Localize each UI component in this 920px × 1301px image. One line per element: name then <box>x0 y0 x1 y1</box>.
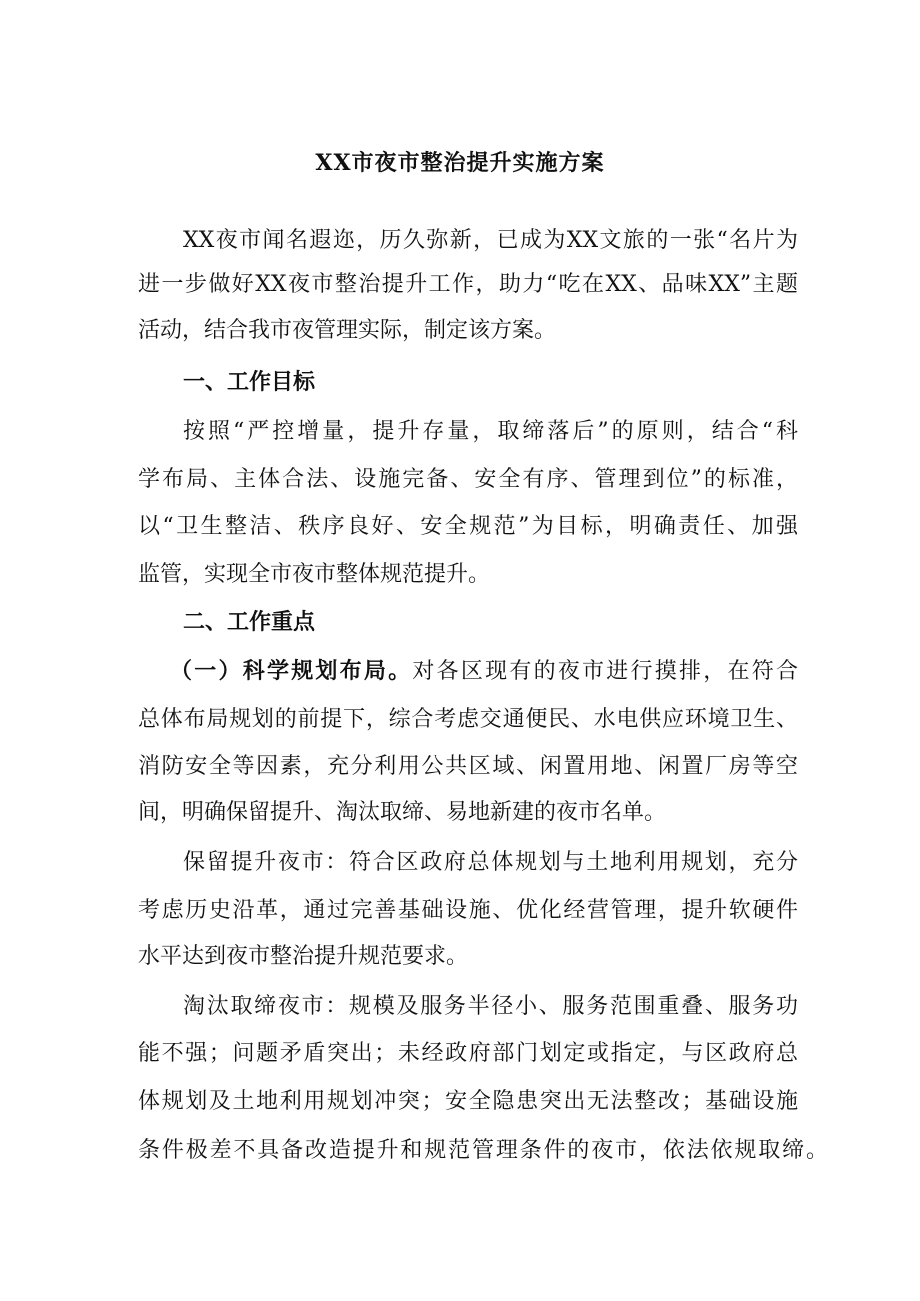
item1-label: （一）科学规划布局。 <box>170 658 413 684</box>
section1-line-4: 监管，实现全市夜市整体规范提升。 <box>138 562 491 587</box>
section1-line-3: 以“卫生整洁、秩序良好、安全规范”为目标，明确责任、加强 <box>138 514 798 539</box>
eliminate-line-4: 条件极差不具备改造提升和规范管理条件的夜市，依法依规取缔。 <box>138 1138 828 1163</box>
item1-line-1 <box>170 656 798 687</box>
section2-heading: 二、工作重点 <box>183 609 316 635</box>
eliminate-line-1: 淘汰取缔夜市：规模及服务半径小、服务范围重叠、服务功 <box>183 994 798 1019</box>
section1-line-2: 学布局、主体合法、设施完备、安全有序、管理到位”的标准， <box>138 467 798 492</box>
item1-line-4: 间，明确保留提升、淘汰取缔、易地新建的夜市名单。 <box>138 800 667 825</box>
section1-line-1: 按照“严控增量，提升存量，取缔落后”的原则，结合“科 <box>183 419 798 444</box>
eliminate-line-3: 体规划及土地利用规划冲突；安全隐患突出无法整改；基础设施 <box>138 1089 798 1114</box>
eliminate-line-2: 能不强；问题矛盾突出；未经政府部门划定或指定，与区政府总 <box>138 1041 798 1066</box>
item1-line-3: 消防安全等因素，充分利用公共区域、闲置用地、闲置厂房等空 <box>138 754 798 779</box>
item1-text: 对各区现有的夜市进行摸排，在符合 <box>412 659 798 684</box>
item1-line-2: 总体布局规划的前提下，综合考虑交通便民、水电供应环境卫生、 <box>138 707 798 732</box>
document-title: XX市夜市整治提升实施方案 <box>315 150 605 176</box>
retain-line-2: 考虑历史沿革，通过完善基础设施、优化经营管理，提升软硬件 <box>138 898 798 923</box>
retain-line-1: 保留提升夜市：符合区政府总体规划与土地利用规划，充分 <box>183 850 798 875</box>
intro-line-3: 活动，结合我市夜管理实际，制定该方案。 <box>138 318 557 343</box>
retain-line-3: 水平达到夜市整治提升规范要求。 <box>138 944 469 969</box>
intro-line-2: 进一步做好XX夜市整治提升工作，助力“吃在XX、品味XX”主题 <box>138 272 798 297</box>
section1-heading: 一、工作目标 <box>183 369 316 395</box>
intro-line-1: XX夜市闻名遐迩，历久弥新，已成为XX文旅的一张“名片为 <box>183 228 798 253</box>
